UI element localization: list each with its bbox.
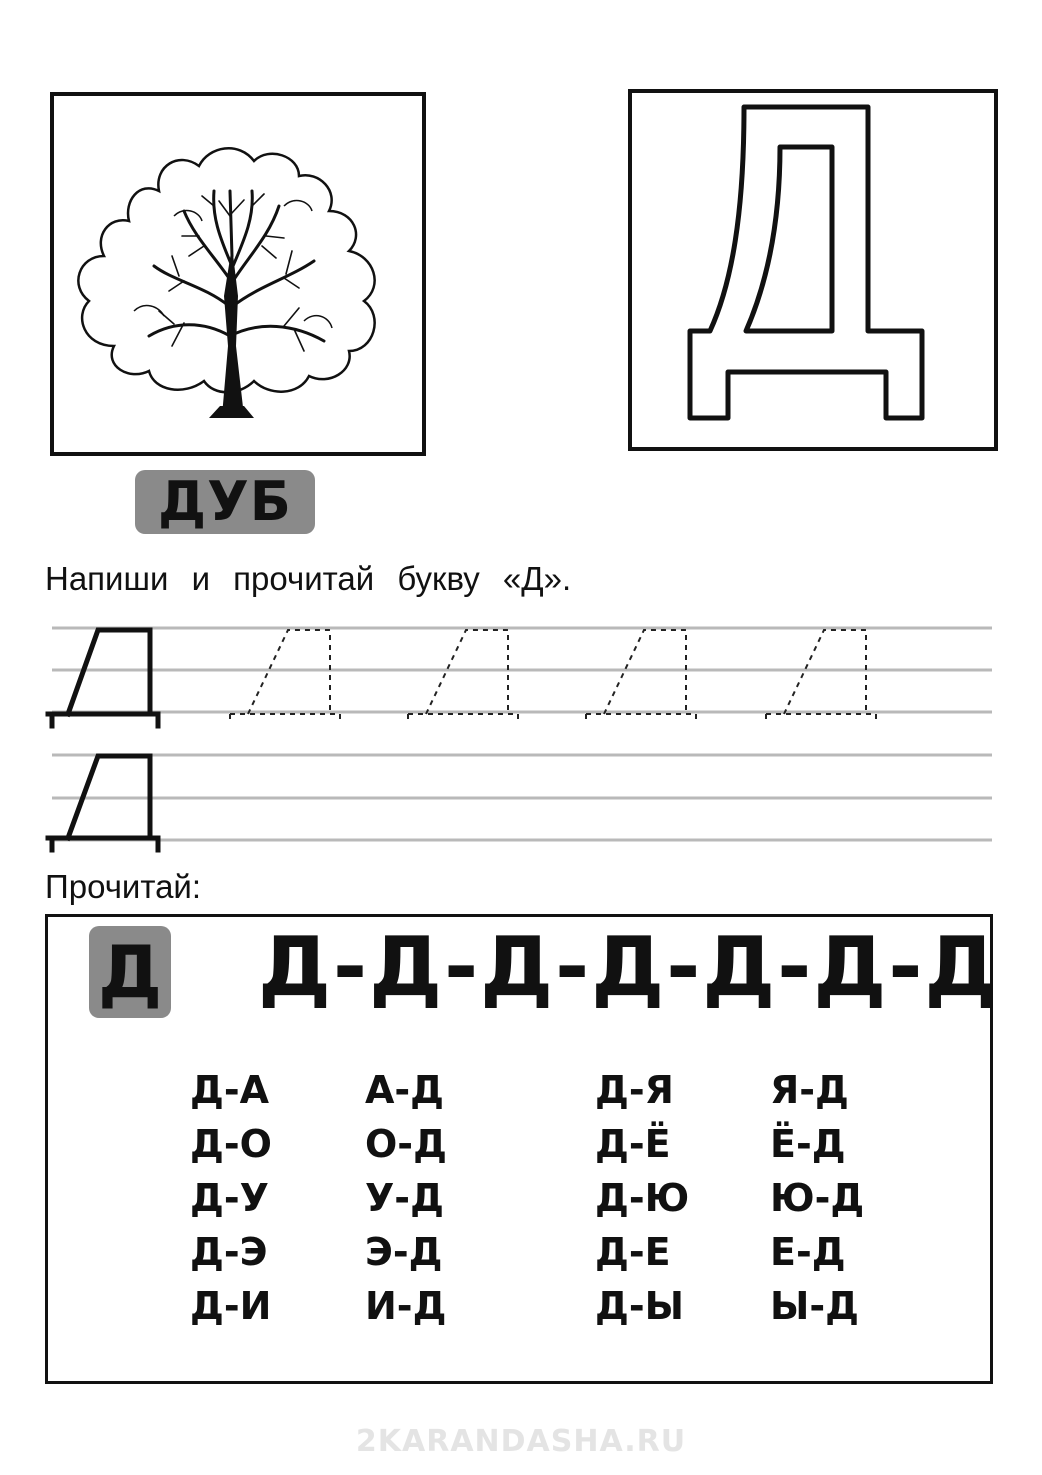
- syllable: Э-Д: [365, 1230, 443, 1274]
- syllable: Д-О: [190, 1122, 272, 1166]
- trace-letter: [766, 630, 876, 724]
- syllable: О-Д: [365, 1122, 447, 1166]
- syllable: Ё-Д: [770, 1122, 846, 1166]
- syllable: И-Д: [365, 1284, 447, 1328]
- picture-card: [50, 92, 426, 456]
- syllable: Д-Э: [190, 1230, 268, 1274]
- syllable: Е-Д: [770, 1230, 846, 1274]
- syllable: А-Д: [365, 1068, 445, 1112]
- trace-letter: [230, 630, 340, 724]
- syllable: Д-У: [190, 1176, 269, 1220]
- syllable: Д-Ю: [595, 1176, 690, 1220]
- sample-letter: [48, 756, 158, 850]
- letter-card: [628, 89, 998, 451]
- read-label: Прочитай:: [45, 868, 202, 905]
- outlined-letter: [632, 93, 994, 447]
- trace-letter: [408, 630, 518, 724]
- writing-practice-area: [0, 600, 1042, 860]
- syllable: Д-Ы: [595, 1284, 684, 1328]
- trace-letter: [586, 630, 696, 724]
- letter-row: Д-Д-Д-Д-Д-Д-Д: [258, 920, 1000, 1015]
- syllable: Д-Е: [595, 1230, 671, 1274]
- syllable: Д-И: [190, 1284, 272, 1328]
- syllable: Д-Я: [595, 1068, 674, 1112]
- syllable: У-Д: [365, 1176, 444, 1220]
- instruction-text: Напиши и прочитай букву «Д».: [45, 560, 572, 597]
- watermark: 2KARANDASHA.RU: [355, 1424, 687, 1459]
- syllable: Ю-Д: [770, 1176, 865, 1220]
- syllable: Я-Д: [770, 1068, 849, 1112]
- sample-letter: [48, 630, 158, 726]
- syllable: Д-А: [190, 1068, 270, 1112]
- word-badge: ДУБ: [135, 470, 315, 534]
- letter-badge: Д: [89, 926, 171, 1018]
- syllable: Д-Ё: [595, 1122, 671, 1166]
- syllable: Ы-Д: [770, 1284, 859, 1328]
- oak-tree-icon: [54, 96, 422, 452]
